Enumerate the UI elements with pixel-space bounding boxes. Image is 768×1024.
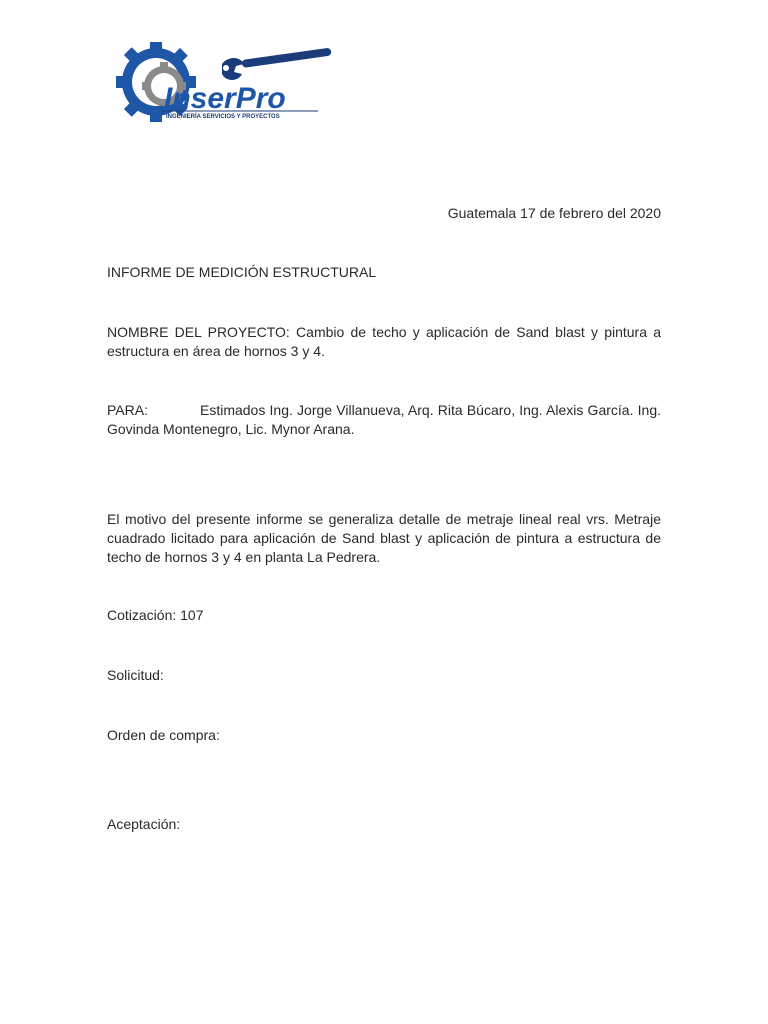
- inserpro-logo: [104, 42, 338, 122]
- recipients-paragraph: [107, 401, 661, 439]
- cotizacion-line: Cotización: 107: [107, 607, 204, 623]
- orden-compra-line: Orden de compra:: [107, 727, 220, 743]
- project-paragraph: [107, 323, 661, 361]
- document-title: INFORME DE MEDICIÓN ESTRUCTURAL: [107, 264, 377, 280]
- project-label: NOMBRE DEL PROYECTO:: [107, 324, 290, 340]
- tagline-text: INGENIERÍA SERVICIOS Y PROYECTOS: [166, 114, 280, 120]
- project-text: Cambio de techo y aplicación de Sand blast y pintura a estructura en área de hornos 3 y 4.: [107, 324, 662, 359]
- brand-text: InserPro: [164, 82, 286, 115]
- solicitud-line: Solicitud:: [107, 667, 164, 683]
- body-paragraph: El motivo del presente informe se generaliza detalle de metraje lineal real vrs. Metraje cuadrado licitado para aplicación de Sand blast y aplicación de pintura a estructura de techo de hornos 3 y 4 en planta La Pedrera.: [107, 511, 661, 565]
- para-text: Estimados Ing. Jorge Villanueva, Arq. Rita Búcaro, Ing. Alexis García. Ing. Govinda Montenegro, Lic. Mynor Arana.: [107, 402, 661, 437]
- para-label: PARA:: [107, 402, 148, 418]
- aceptacion-line: Aceptación:: [107, 816, 181, 832]
- document-date: Guatemala 17 de febrero del 2020: [447, 205, 661, 221]
- gear-wrench-logo-icon: [104, 42, 338, 122]
